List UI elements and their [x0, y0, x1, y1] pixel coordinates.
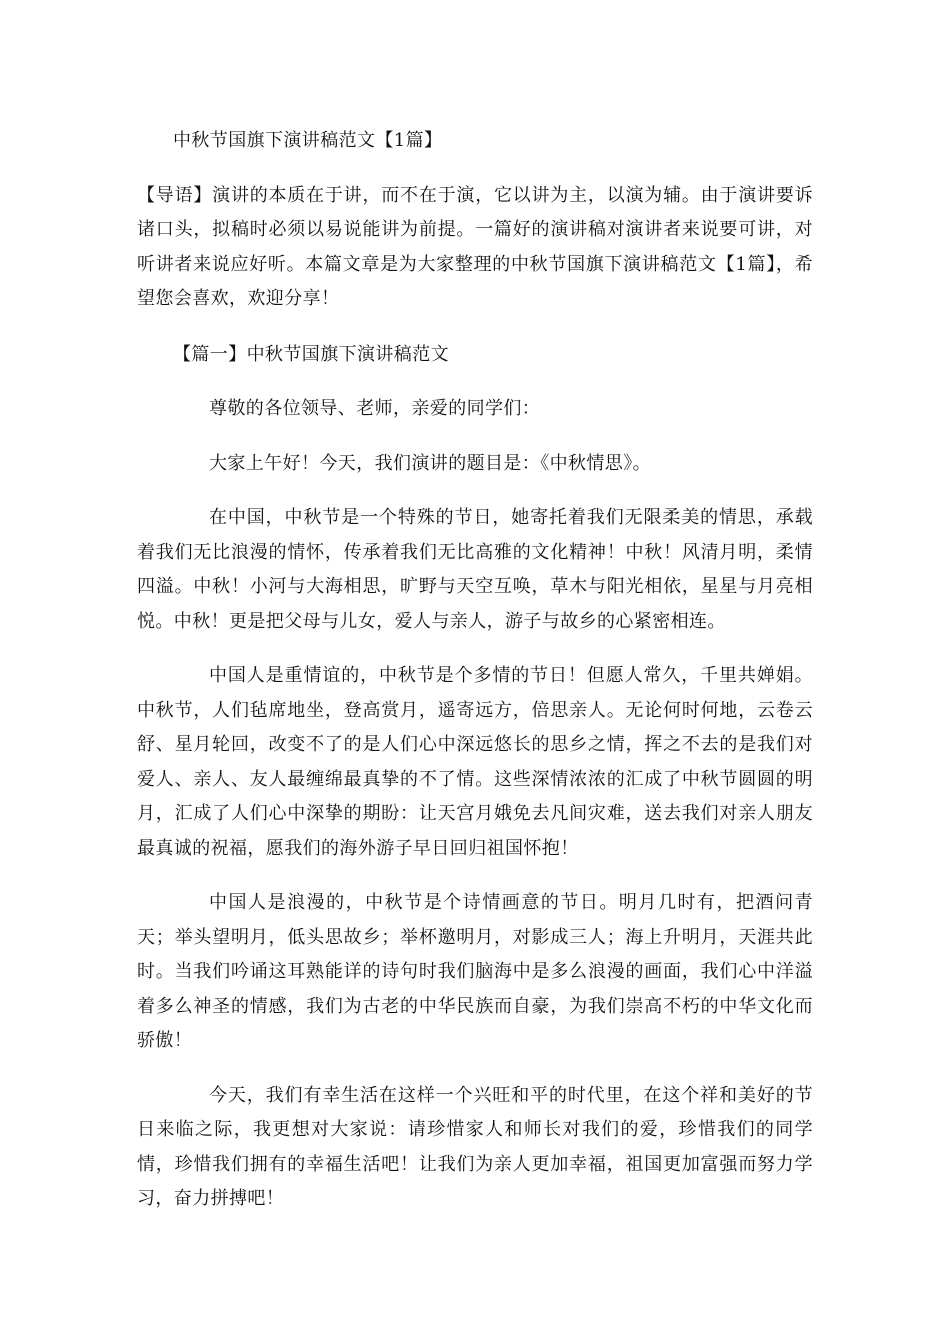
greeting: 大家上午好！今天，我们演讲的题目是：《中秋情思》。: [209, 452, 651, 474]
body-paragraph: 今天，我们有幸生活在这样一个兴旺和平的时代里，在这个祥和美好的节日来临之际，我更想对大家说：请珍惜家人和师长对我们的爱，珍惜我们的同学情，珍惜我们拥有的幸福生活吧！让我们为亲人更加幸福，祖国更加富强而努力学习，奋力拼搏吧！: [137, 1084, 813, 1209]
lead-paragraph: 【导语】演讲的本质在于讲，而不在于演，它以讲为主，以演为辅。由于演讲要诉诸口头，拟稿时必须以易说能讲为前提。一篇好的演讲稿对演讲者来说要可讲，对听讲者来说应好听。本篇文章是为大家整理的中秋节国旗下演讲稿范文【1篇】，希望您会喜欢，欢迎分享！: [137, 184, 813, 309]
document-title: 中秋节国旗下演讲稿范文【1篇】: [173, 130, 443, 151]
section-heading: 【篇一】中秋节国旗下演讲稿范文: [173, 343, 449, 365]
body-paragraph: 中国人是浪漫的，中秋节是个诗情画意的节日。明月几时有，把酒问青天；举头望明月，低头思故乡；举杯邀明月，对影成三人；海上升明月，天涯共此时。当我们吟诵这耳熟能详的诗句时我们脑海中是多么浪漫的画面，我们心中洋溢着多么神圣的情感，我们为古老的中华民族而自豪，为我们崇高不朽的中华文化而骄傲！: [137, 892, 813, 1051]
document-page: [137, 124, 813, 1237]
body-paragraph: 在中国，中秋节是一个特殊的节日，她寄托着我们无限柔美的情思，承载着我们无比浪漫的情怀，传承着我们无比高雅的文化精神！中秋！风清月明，柔情四溢。中秋！小河与大海相思，旷野与天空互唤，草木与阳光相依，星星与月亮相悦。中秋！更是把父母与儿女，爱人与亲人，游子与故乡的心紧密相连。: [137, 507, 813, 632]
salutation: 尊敬的各位领导、老师，亲爱的同学们：: [209, 398, 541, 419]
body-paragraph: 中国人是重情谊的，中秋节是个多情的节日！但愿人常久，千里共婵娟。中秋节，人们毡席地坐，登高赏月，遥寄远方，倍思亲人。无论何时何地，云卷云舒、星月轮回，改变不了的是人们心中深远悠长的思乡之情，挥之不去的是我们对爱人、亲人、友人最缠绵最真挚的不了情。这些深情浓浓的汇成了中秋节圆圆的明月，汇成了人们心中深挚的期盼：让天宫月娥免去凡间灾难，送去我们对亲人朋友最真诚的祝福，愿我们的海外游子早日回归祖国怀抱！: [137, 665, 813, 859]
